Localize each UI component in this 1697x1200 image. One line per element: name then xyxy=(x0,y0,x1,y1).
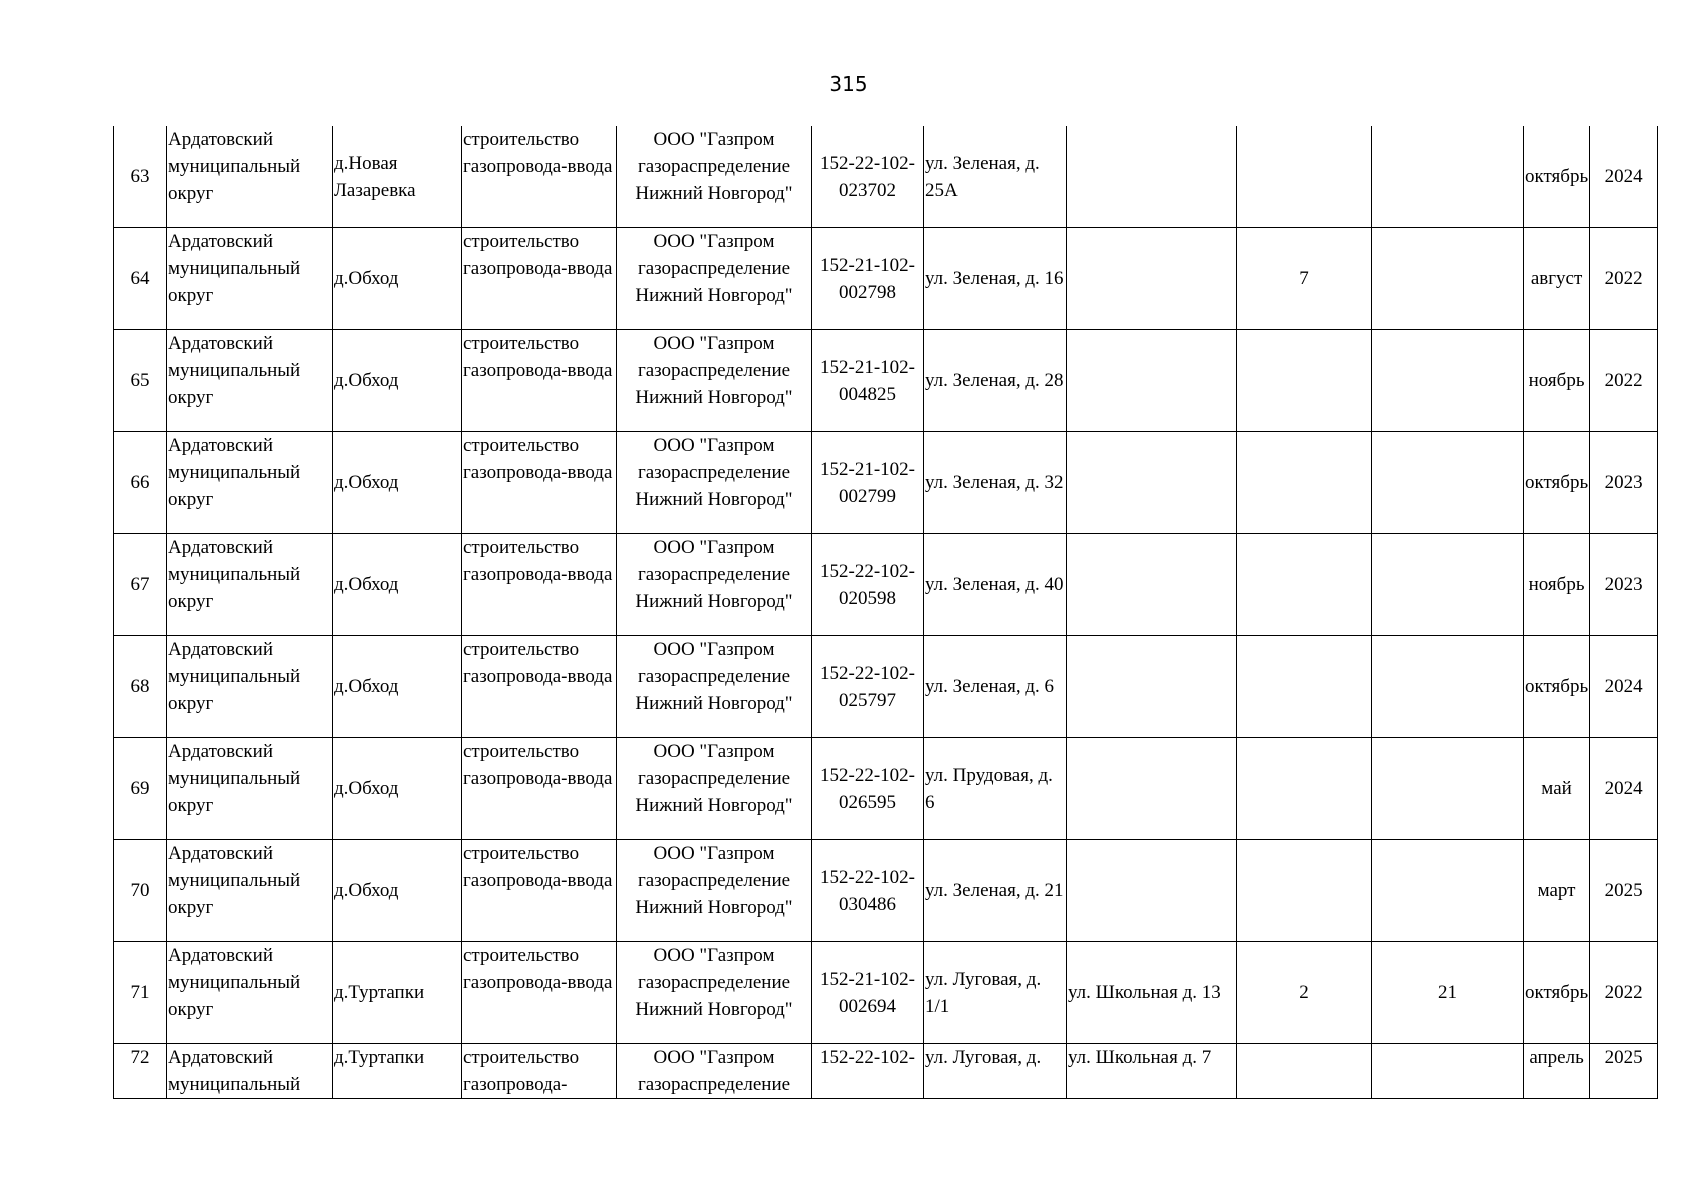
district-cell: Ардатовский муниципальный округ xyxy=(167,738,333,840)
month-cell: апрель xyxy=(1524,1044,1590,1099)
month-cell: ноябрь xyxy=(1524,330,1590,432)
count-cell-2 xyxy=(1372,228,1524,330)
address-cell: ул. Зеленая, д. 28 xyxy=(924,330,1067,432)
registry-code-cell: 152-22-102-023702 xyxy=(812,126,924,228)
second-address-cell xyxy=(1067,534,1237,636)
month-cell: ноябрь xyxy=(1524,534,1590,636)
count-cell-1 xyxy=(1237,126,1372,228)
page-number: 315 xyxy=(829,72,868,96)
organization-cell: ООО "Газпром газораспределение Нижний Новгород" xyxy=(617,330,812,432)
table-row xyxy=(114,228,1658,330)
work-type-cell: строительство газопровода- xyxy=(462,1044,617,1099)
organization-cell: ООО "Газпром газораспределение xyxy=(617,1044,812,1099)
registry-code-cell: 152-22-102-026595 xyxy=(812,738,924,840)
registry-code-cell: 152-22-102-030486 xyxy=(812,840,924,942)
organization-cell: ООО "Газпром газораспределение Нижний Новгород" xyxy=(617,432,812,534)
year-cell: 2024 xyxy=(1590,738,1658,840)
organization-cell: ООО "Газпром газораспределение Нижний Новгород" xyxy=(617,840,812,942)
count-cell-2 xyxy=(1372,330,1524,432)
district-cell: Ардатовский муниципальный округ xyxy=(167,840,333,942)
address-cell: ул. Зеленая, д. 6 xyxy=(924,636,1067,738)
row-number: 72 xyxy=(114,1044,167,1099)
locality-cell: д.Обход xyxy=(333,330,462,432)
district-cell: Ардатовский муниципальный округ xyxy=(167,228,333,330)
second-address-cell xyxy=(1067,738,1237,840)
address-cell: ул. Прудовая, д. 6 xyxy=(924,738,1067,840)
registry-code-cell: 152-21-102-002798 xyxy=(812,228,924,330)
table-row xyxy=(114,942,1658,1044)
registry-code-cell: 152-21-102-002799 xyxy=(812,432,924,534)
table-row xyxy=(114,840,1658,942)
registry-code-cell: 152-21-102-002694 xyxy=(812,942,924,1044)
work-type-cell: строительство газопровода-ввода xyxy=(462,330,617,432)
count-cell-1: 2 xyxy=(1237,942,1372,1044)
address-cell: ул. Луговая, д. xyxy=(924,1044,1067,1099)
year-cell: 2022 xyxy=(1590,330,1658,432)
district-cell: Ардатовский муниципальный округ xyxy=(167,330,333,432)
second-address-cell xyxy=(1067,330,1237,432)
row-number: 70 xyxy=(114,840,167,942)
table-row xyxy=(114,126,1658,228)
month-cell: октябрь xyxy=(1524,942,1590,1044)
count-cell-2: 21 xyxy=(1372,942,1524,1044)
work-type-cell: строительство газопровода-ввода xyxy=(462,840,617,942)
locality-cell: д.Обход xyxy=(333,636,462,738)
row-number: 67 xyxy=(114,534,167,636)
row-number: 71 xyxy=(114,942,167,1044)
count-cell-2 xyxy=(1372,432,1524,534)
address-cell: ул. Зеленая, д. 16 xyxy=(924,228,1067,330)
count-cell-2 xyxy=(1372,840,1524,942)
organization-cell: ООО "Газпром газораспределение Нижний Новгород" xyxy=(617,534,812,636)
row-number: 65 xyxy=(114,330,167,432)
second-address-cell: ул. Школьная д. 13 xyxy=(1067,942,1237,1044)
organization-cell: ООО "Газпром газораспределение Нижний Новгород" xyxy=(617,942,812,1044)
table-body xyxy=(114,126,1658,1099)
row-number: 69 xyxy=(114,738,167,840)
year-cell: 2022 xyxy=(1590,228,1658,330)
table-row xyxy=(114,1044,1658,1099)
year-cell: 2022 xyxy=(1590,942,1658,1044)
address-cell: ул. Зеленая, д. 40 xyxy=(924,534,1067,636)
second-address-cell xyxy=(1067,126,1237,228)
registry-code-cell: 152-22-102-025797 xyxy=(812,636,924,738)
registry-code-cell: 152-21-102-004825 xyxy=(812,330,924,432)
locality-cell: д.Новая Лазаревка xyxy=(333,126,462,228)
work-type-cell: строительство газопровода-ввода xyxy=(462,228,617,330)
month-cell: октябрь xyxy=(1524,636,1590,738)
year-cell: 2023 xyxy=(1590,432,1658,534)
table-row xyxy=(114,738,1658,840)
locality-cell: д.Обход xyxy=(333,432,462,534)
count-cell-1 xyxy=(1237,636,1372,738)
district-cell: Ардатовский муниципальный округ xyxy=(167,126,333,228)
work-type-cell: строительство газопровода-ввода xyxy=(462,942,617,1044)
registry-table xyxy=(113,126,1658,1099)
count-cell-1 xyxy=(1237,738,1372,840)
registry-code-cell: 152-22-102-020598 xyxy=(812,534,924,636)
row-number: 68 xyxy=(114,636,167,738)
year-cell: 2023 xyxy=(1590,534,1658,636)
second-address-cell xyxy=(1067,840,1237,942)
count-cell-1 xyxy=(1237,840,1372,942)
count-cell-2 xyxy=(1372,1044,1524,1099)
count-cell-1 xyxy=(1237,432,1372,534)
locality-cell: д.Обход xyxy=(333,228,462,330)
locality-cell: д.Туртапки xyxy=(333,942,462,1044)
second-address-cell xyxy=(1067,228,1237,330)
address-cell: ул. Луговая, д. 1/1 xyxy=(924,942,1067,1044)
locality-cell: д.Обход xyxy=(333,738,462,840)
locality-cell: д.Обход xyxy=(333,534,462,636)
second-address-cell xyxy=(1067,432,1237,534)
second-address-cell xyxy=(1067,636,1237,738)
address-cell: ул. Зеленая, д. 21 xyxy=(924,840,1067,942)
month-cell: август xyxy=(1524,228,1590,330)
table-row xyxy=(114,330,1658,432)
year-cell: 2025 xyxy=(1590,1044,1658,1099)
address-cell: ул. Зеленая, д. 32 xyxy=(924,432,1067,534)
month-cell: октябрь xyxy=(1524,432,1590,534)
district-cell: Ардатовский муниципальный округ xyxy=(167,636,333,738)
row-number: 64 xyxy=(114,228,167,330)
year-cell: 2025 xyxy=(1590,840,1658,942)
month-cell: октябрь xyxy=(1524,126,1590,228)
year-cell: 2024 xyxy=(1590,126,1658,228)
row-number: 63 xyxy=(114,126,167,228)
count-cell-1 xyxy=(1237,1044,1372,1099)
locality-cell: д.Туртапки xyxy=(333,1044,462,1099)
month-cell: март xyxy=(1524,840,1590,942)
count-cell-2 xyxy=(1372,126,1524,228)
table-row xyxy=(114,432,1658,534)
work-type-cell: строительство газопровода-ввода xyxy=(462,432,617,534)
organization-cell: ООО "Газпром газораспределение Нижний Новгород" xyxy=(617,126,812,228)
table-row xyxy=(114,534,1658,636)
count-cell-1 xyxy=(1237,534,1372,636)
work-type-cell: строительство газопровода-ввода xyxy=(462,534,617,636)
district-cell: Ардатовский муниципальный xyxy=(167,1044,333,1099)
count-cell-2 xyxy=(1372,738,1524,840)
count-cell-1: 7 xyxy=(1237,228,1372,330)
count-cell-2 xyxy=(1372,534,1524,636)
address-cell: ул. Зеленая, д. 25А xyxy=(924,126,1067,228)
work-type-cell: строительство газопровода-ввода xyxy=(462,738,617,840)
second-address-cell: ул. Школьная д. 7 xyxy=(1067,1044,1237,1099)
district-cell: Ардатовский муниципальный округ xyxy=(167,534,333,636)
district-cell: Ардатовский муниципальный округ xyxy=(167,432,333,534)
district-cell: Ардатовский муниципальный округ xyxy=(167,942,333,1044)
organization-cell: ООО "Газпром газораспределение Нижний Новгород" xyxy=(617,228,812,330)
count-cell-2 xyxy=(1372,636,1524,738)
year-cell: 2024 xyxy=(1590,636,1658,738)
count-cell-1 xyxy=(1237,330,1372,432)
locality-cell: д.Обход xyxy=(333,840,462,942)
organization-cell: ООО "Газпром газораспределение Нижний Новгород" xyxy=(617,738,812,840)
organization-cell: ООО "Газпром газораспределение Нижний Новгород" xyxy=(617,636,812,738)
registry-code-cell: 152-22-102- xyxy=(812,1044,924,1099)
month-cell: май xyxy=(1524,738,1590,840)
table-row xyxy=(114,636,1658,738)
work-type-cell: строительство газопровода-ввода xyxy=(462,636,617,738)
row-number: 66 xyxy=(114,432,167,534)
work-type-cell: строительство газопровода-ввода xyxy=(462,126,617,228)
